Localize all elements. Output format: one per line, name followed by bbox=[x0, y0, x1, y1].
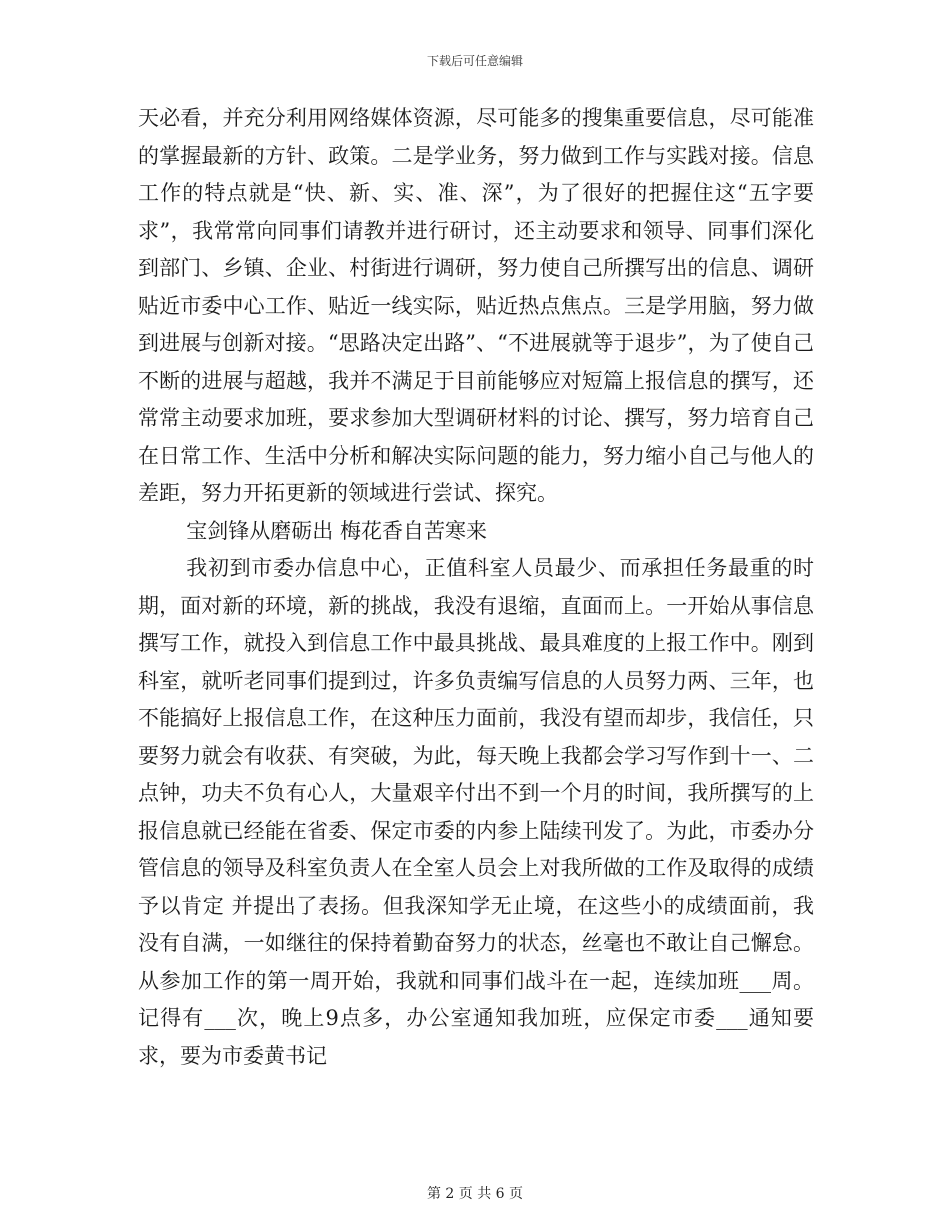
page-number: 第 2 页 共 6 页 bbox=[426, 1186, 524, 1202]
section-heading: 宝剑锋从磨砺出 梅花香自苦寒来 bbox=[186, 518, 487, 543]
page-header: 下载后可任意编辑 bbox=[426, 54, 523, 68]
document-body bbox=[138, 100, 814, 1075]
paragraph-continued: 天必看，并充分利用网络媒体资源，尽可能多的搜集重要信息，尽可能准的掌握最新的方针、政策。二是学业务，努力做到工作与实践对接。信息工作的特点就是“快、新、实、准、深”，为了很好的把握住这“五字要求”，我常常向同事们请教并进行研讨，还主动要求和领导、同事们深化到部门、乡镇、企业、村街进行调研，努力使自己所撰写出的信息、调研贴近市委中心工作、贴近一线实际，贴近热点焦点。三是学用脑，努力做到进展与创新对接。“思路决定出路”、“不进展就等于退步”，为了使自己不断的进展与超越，我并不满足于目前能够应对短篇上报信息的撰写，还常常主动要求加班，要求参加大型调研材料的讨论、撰写，努力培育自己在日常工作、生活中分析和解决实际问题的能力，努力缩小自己与他人的差距，努力开拓更新的领域进行尝试、探究。 bbox=[138, 106, 814, 505]
paragraph: 我初到市委办信息中心，正值科室人员最少、而承担任务最重的时期，面对新的环境，新的挑战，我没有退缩，直面而上。一开始从事信息撰写工作，就投入到信息工作中最具挑战、最具难度的上报工作中。刚到科室，就听老同事们提到过，许多负责编写信息的人员努力两、三年，也不能搞好上报信息工作，在这种压力面前，我没有望而却步，我信任，只要努力就会有收获、有突破，为此，每天晚上我都会学习写作到十一、二点钟，功夫不负有心人，大量艰辛付出不到一个月的时间，我所撰写的上报信息就已经能在省委、保定市委的内参上陆续刊发了。为此，市委办分管信息的领导及科室负责人在全室人员会上对我所做的工作及取得的成绩予以肯定 并提出了表扬。但我深知学无止境，在这些小的成绩面前，我没有自满，一如继往的保持着勤奋努力的状态，丝毫也不敢让自己懈怠。从参加工作的第一周开始，我就和同事们战斗在一起，连续加班___周。记得有___次，晚上9点多，办公室通知我加班，应保定市委___通知要求，要为市委黄书记 bbox=[138, 556, 814, 1068]
